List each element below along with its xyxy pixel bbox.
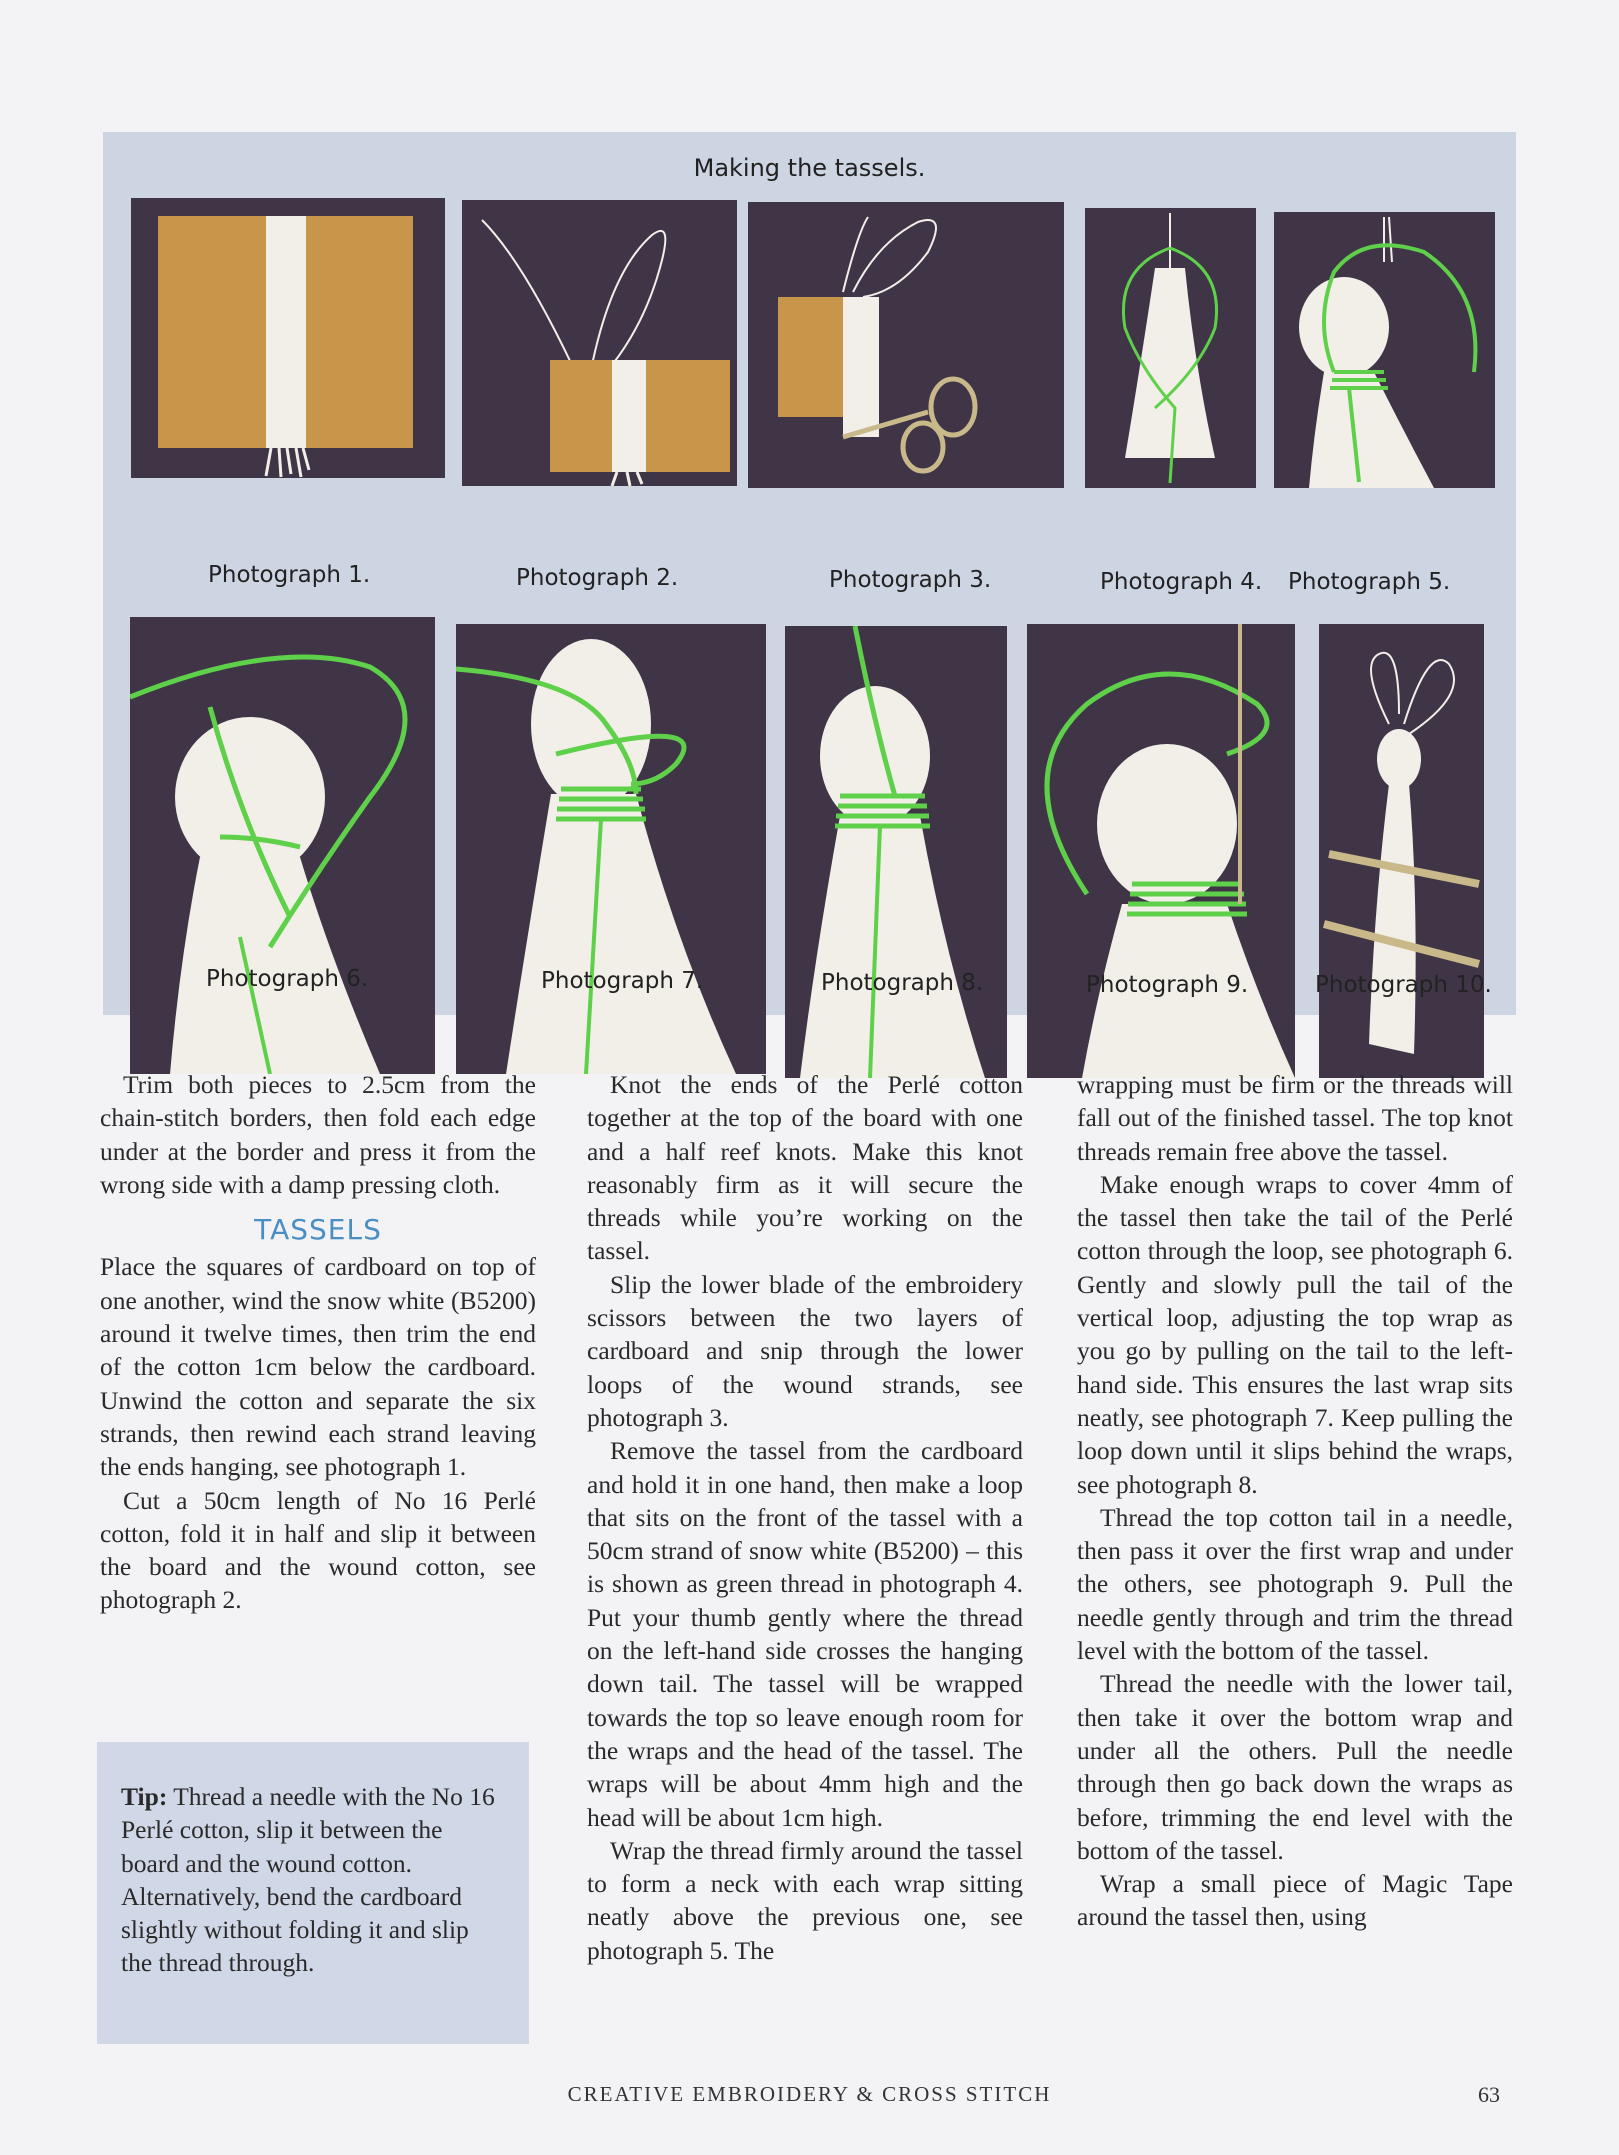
photograph-7 (456, 624, 766, 1074)
photograph-10 (1319, 624, 1484, 1078)
paragraph: wrapping must be firm or the threads will fall out of the finished tassel. The top knot threads remain free above the tassel. (1077, 1070, 1513, 1166)
section-heading-tassels: TASSELS (254, 1213, 382, 1247)
caption-photograph-7: Photograph 7. (541, 968, 704, 994)
photograph-9 (1027, 624, 1295, 1078)
tip-box (97, 1742, 529, 2044)
tip-label: Tip: (121, 1782, 168, 1811)
caption-photograph-9: Photograph 9. (1086, 972, 1249, 998)
caption-photograph-2: Photograph 2. (516, 565, 679, 591)
photograph-2 (462, 200, 737, 486)
caption-photograph-4: Photograph 4. (1100, 569, 1263, 595)
panel-title: Making the tassels. (693, 154, 926, 182)
photograph-5 (1274, 212, 1495, 488)
paragraph: Wrap a small piece of Magic Tape around the tassel then, using (1077, 1869, 1513, 1932)
photograph-6 (130, 617, 435, 1074)
caption-photograph-6: Photograph 6. (206, 966, 369, 992)
text-column-2 (587, 1068, 1023, 1967)
caption-photograph-8: Photograph 8. (821, 970, 984, 996)
caption-photograph-10: Photograph 10. (1315, 972, 1492, 998)
caption-photograph-5: Photograph 5. (1288, 569, 1451, 595)
caption-photograph-3: Photograph 3. (829, 567, 992, 593)
photograph-1 (131, 198, 445, 478)
photograph-8 (785, 626, 1007, 1078)
paragraph: Trim both pieces to 2.5cm from the chain-stitch borders, then fold each edge under at the border and press it from the wrong side with a damp pressing cloth. (100, 1070, 536, 1199)
text-column-3 (1077, 1068, 1513, 1934)
text-column-1 (100, 1068, 536, 1617)
paragraph: Make enough wraps to cover 4mm of the tassel then take the tail of the Perlé cotton through the loop, see photograph 6. Gently and slowly pull the tail of the vertical loop, adjusting the top wrap as you go by pulling on the tail to the left-hand side. This ensures the last wrap sits neatly, see photograph 7. Keep pulling the loop down until it slips behind the wraps, see photograph 8. (1077, 1169, 1513, 1499)
tip-body: Thread a needle with the No 16 Perlé cotton, slip it between the board and the wound cotton. Alternatively, bend the cardboard slightly without folding it and slip the thread through. (121, 1782, 495, 1978)
caption-photograph-1: Photograph 1. (208, 562, 371, 588)
paragraph: Thread the top cotton tail in a needle, then pass it over the first wrap and under the others, see photograph 9. Pull the needle gently through and trim the thread level with the bottom of the tassel. (1077, 1502, 1513, 1666)
magazine-footer: CREATIVE EMBROIDERY & CROSS STITCH (567, 2082, 1052, 2106)
tip-text (121, 1780, 501, 1980)
photograph-3 (748, 202, 1064, 488)
paragraph: Knot the ends of the Perlé cotton together at the top of the board with one and a half reef knots. Make this knot reasonably firm as it will secure the threads while you’re working on the tassel. (587, 1070, 1023, 1266)
photograph-4 (1085, 208, 1256, 488)
page-number: 63 (1478, 2082, 1500, 2107)
paragraph: Cut a 50cm length of No 16 Perlé cotton, fold it in half and slip it between the board and the wound cotton, see photograph 2. (100, 1485, 536, 1615)
paragraph: Slip the lower blade of the embroidery scissors between the two layers of cardboard and snip through the lower loops of the wound strands, see photograph 3. (587, 1269, 1023, 1432)
paragraph: Thread the needle with the lower tail, then take it over the bottom wrap and under all the others. Pull the needle through then go back down the wraps as before, trimming the end level with the bottom of the tassel. (1077, 1669, 1513, 1865)
paragraph: Place the squares of cardboard on top of one another, wind the snow white (B5200) around it twelve times, then trim the end of the cotton 1cm below the cardboard. Unwind the cotton and separate the six strands, then rewind each strand leaving the ends hanging, see photograph 1. (100, 1252, 536, 1482)
photo-panel (103, 132, 1516, 1015)
paragraph: Wrap the thread firmly around the tassel to form a neck with each wrap sitting neatly above the previous one, see photograph 5. The (587, 1835, 1023, 1965)
paragraph: Remove the tassel from the cardboard and hold it in one hand, then make a loop that sits on the front of the tassel with a 50cm strand of snow white (B5200) – this is shown as green thread in photograph 4. Put your thumb gently where the thread on the left-hand side crosses the hanging down tail. The tassel will be wrapped towards the top so leave enough room for the wraps and the head of the tassel. The wraps will be about 4mm high and the head will be about 1cm high. (587, 1436, 1023, 1832)
